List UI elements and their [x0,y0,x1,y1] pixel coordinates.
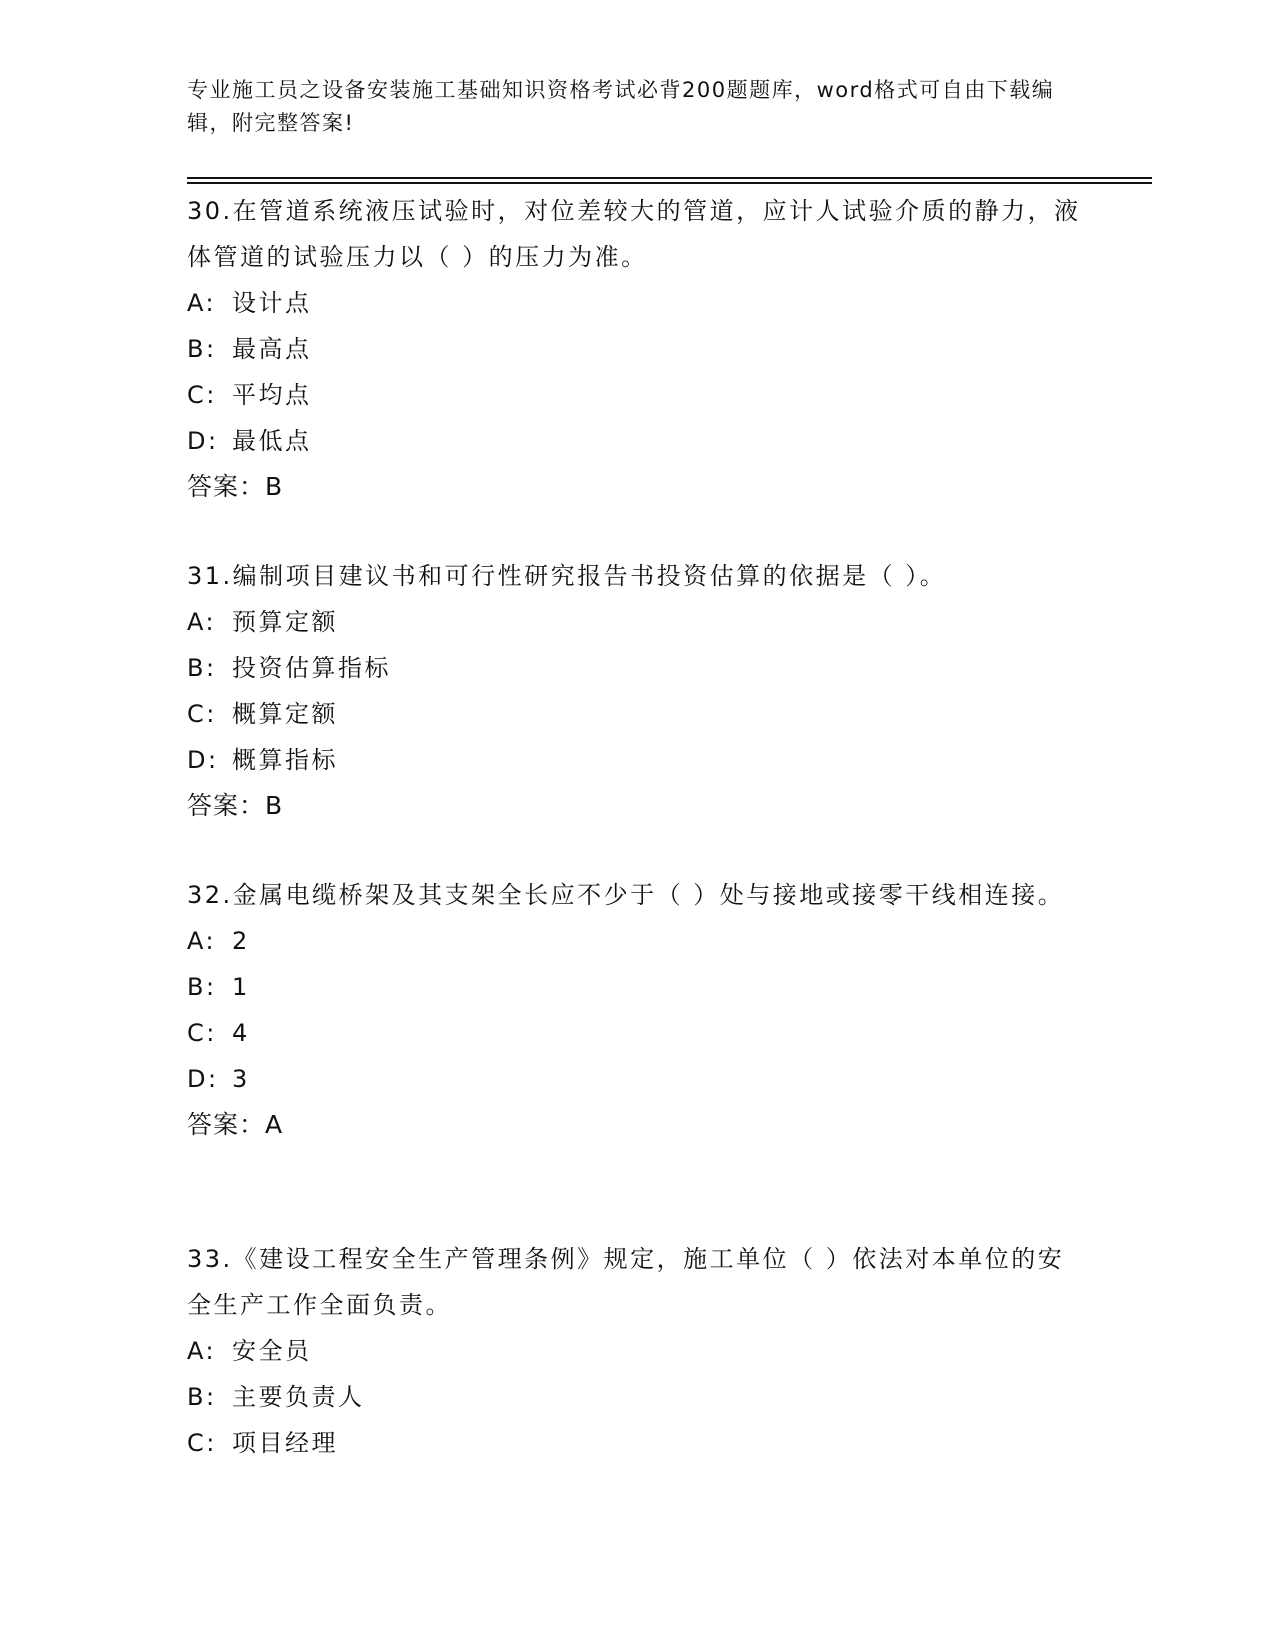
option-key: D: [187,746,219,774]
option-key: D: [187,1065,219,1093]
option-key: C: [187,381,217,409]
question-stem: 32.金属电缆桥架及其支架全长应不少于（ ）处与接地或接零干线相连接。 [187,881,1065,909]
option-b [187,326,1087,372]
option-d [187,737,1087,783]
option-text: 概算定额 [232,700,338,728]
option-a [187,918,1087,964]
answer: 答案：B [187,791,284,820]
option-c [187,1010,1087,1056]
question-33 [187,1236,1087,1466]
option-text: 平均点 [232,381,312,409]
question-stem: 30.在管道系统液压试验时，对位差较大的管道，应计人试验介质的静力，液体管道的试验压力以（ ）的压力为准。 [187,197,1081,271]
option-text: 投资估算指标 [232,654,391,682]
option-c [187,372,1087,418]
option-key: B: [187,973,217,1001]
option-text: 最低点 [232,427,312,455]
option-key: C: [187,700,217,728]
option-b [187,645,1087,691]
option-key: C: [187,1429,217,1457]
header-divider-top [187,177,1152,179]
option-text: 设计点 [232,289,312,317]
answer: 答案：A [187,1110,284,1139]
option-key: A: [187,608,217,636]
question-30 [187,188,1087,510]
option-text: 概算指标 [232,746,338,774]
option-d [187,418,1087,464]
option-a [187,1328,1087,1374]
option-b [187,964,1087,1010]
header-divider-bottom [187,182,1152,184]
option-text: 最高点 [232,335,312,363]
option-a [187,599,1087,645]
option-text: 4 [232,1019,250,1047]
option-text: 安全员 [232,1337,312,1365]
option-key: B: [187,654,217,682]
option-key: B: [187,335,217,363]
option-key: A: [187,1337,217,1365]
option-key: D: [187,427,219,455]
option-a [187,280,1087,326]
answer: 答案：B [187,472,284,501]
option-key: C: [187,1019,217,1047]
option-key: A: [187,927,217,955]
question-32 [187,872,1087,1148]
question-stem: 33.《建设工程安全生产管理条例》规定，施工单位（ ）依法对本单位的安全生产工作全面负责。 [187,1245,1065,1319]
question-stem: 31.编制项目建议书和可行性研究报告书投资估算的依据是（ ）。 [187,562,947,590]
option-c [187,691,1087,737]
option-key: A: [187,289,217,317]
document-header [187,74,1087,140]
option-text: 1 [232,973,250,1001]
header-title: 专业施工员之设备安装施工基础知识资格考试必背200题题库，word格式可自由下载编辑，附完整答案! [187,78,1055,135]
option-c [187,1420,1087,1466]
option-text: 预算定额 [232,608,338,636]
option-text: 2 [232,927,250,955]
option-b [187,1374,1087,1420]
option-text: 主要负责人 [232,1383,365,1411]
question-31 [187,553,1087,829]
option-d [187,1056,1087,1102]
option-text: 项目经理 [232,1429,338,1457]
option-text: 3 [232,1065,250,1093]
option-key: B: [187,1383,217,1411]
